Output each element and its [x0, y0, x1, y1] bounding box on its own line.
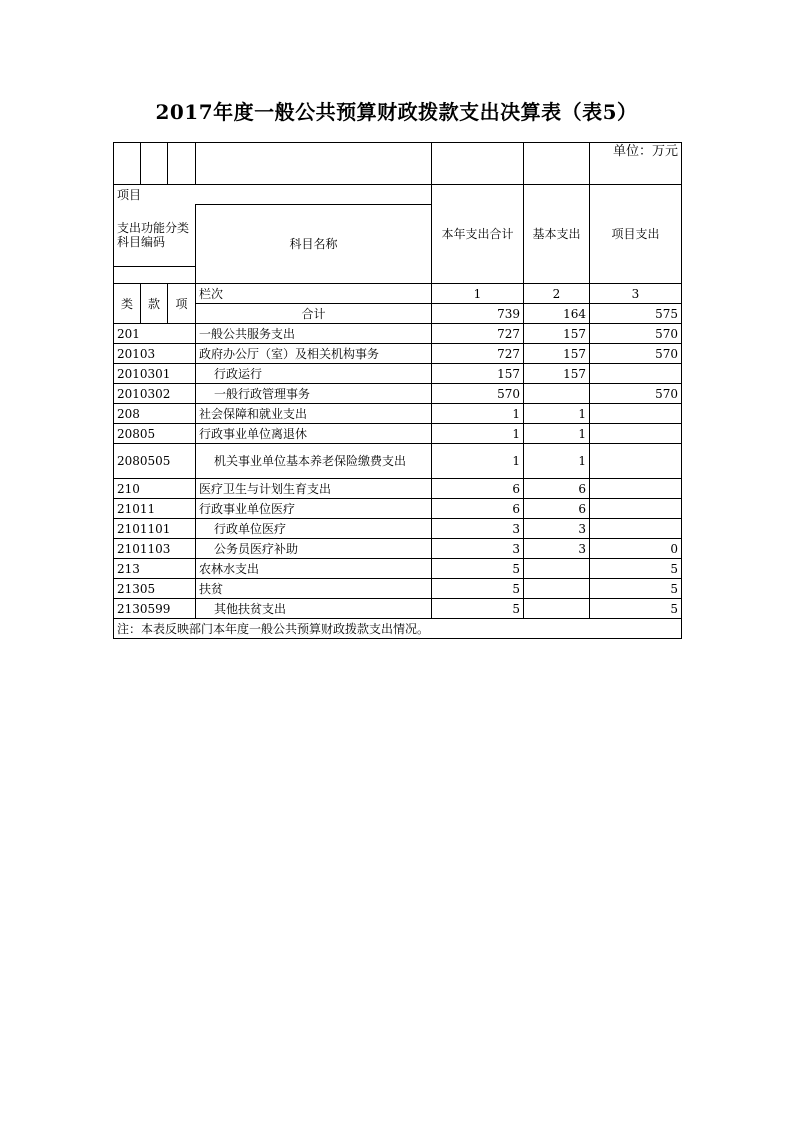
code-cell: 20805	[114, 424, 196, 444]
total-cell: 727	[432, 344, 524, 364]
project-header: 项目	[114, 185, 432, 205]
table-row	[114, 384, 682, 404]
project-cell: 570	[590, 344, 682, 364]
basic-cell: 3	[524, 519, 590, 539]
name-cell: 扶贫	[196, 579, 432, 599]
blank-cell	[432, 143, 524, 185]
basic-cell: 157	[524, 324, 590, 344]
total-cell: 157	[432, 364, 524, 384]
name-cell: 机关事业单位基本养老保险缴费支出	[196, 444, 432, 479]
blank-cell	[114, 143, 141, 185]
basic-cell	[524, 559, 590, 579]
page-title: 2017年度一般公共预算财政拨款支出决算表（表5）	[155, 100, 638, 124]
code-cell: 210	[114, 479, 196, 499]
table-row	[114, 444, 682, 479]
basic-cell: 157	[524, 344, 590, 364]
name-cell: 政府办公厅（室）及相关机构事务	[196, 344, 432, 364]
total-cell: 5	[432, 599, 524, 619]
budget-table	[113, 142, 682, 639]
total-cell: 1	[432, 424, 524, 444]
name-cell: 农林水支出	[196, 559, 432, 579]
code-cell: 208	[114, 404, 196, 424]
basic-cell: 1	[524, 404, 590, 424]
table-row	[114, 479, 682, 499]
name-cell: 行政运行	[196, 364, 432, 384]
total-cell: 727	[432, 324, 524, 344]
basic-cell: 6	[524, 499, 590, 519]
total-cell: 570	[432, 384, 524, 404]
unit-label: 单位：万元	[590, 143, 682, 185]
code-cell: 2010302	[114, 384, 196, 404]
name-cell: 一般行政管理事务	[196, 384, 432, 404]
project-cell	[590, 404, 682, 424]
blank-cell	[524, 143, 590, 185]
subject-name-header: 科目名称	[196, 205, 432, 284]
kuan-header: 款	[141, 284, 168, 324]
project-cell: 570	[590, 324, 682, 344]
code-cell: 21305	[114, 579, 196, 599]
project-cell	[590, 519, 682, 539]
blank-cell	[114, 267, 196, 284]
code-cell: 2130599	[114, 599, 196, 619]
basic-cell	[524, 384, 590, 404]
table-row	[114, 404, 682, 424]
table-row	[114, 364, 682, 384]
note-row	[114, 619, 682, 639]
total-row	[114, 304, 682, 324]
table-row	[114, 344, 682, 364]
table-row	[114, 499, 682, 519]
code-cell: 2101103	[114, 539, 196, 559]
project-cell	[590, 444, 682, 479]
table-row	[114, 424, 682, 444]
name-cell: 公务员医疗补助	[196, 539, 432, 559]
blank-cell	[141, 143, 168, 185]
total-cell: 3	[432, 539, 524, 559]
table-note: 注：本表反映部门本年度一般公共预算财政拨款支出情况。	[114, 619, 682, 639]
table-row	[114, 579, 682, 599]
total-cell: 1	[432, 444, 524, 479]
blank-cell	[196, 143, 432, 185]
col-number: 1	[432, 284, 524, 304]
col-number: 3	[590, 284, 682, 304]
table-row	[114, 599, 682, 619]
lanci-label: 栏次	[196, 284, 432, 304]
table-row	[114, 519, 682, 539]
header-lanci-row	[114, 284, 682, 304]
basic-cell: 6	[524, 479, 590, 499]
name-cell: 行政单位医疗	[196, 519, 432, 539]
col-total-header: 本年支出合计	[432, 185, 524, 284]
project-cell: 5	[590, 599, 682, 619]
header-project-row	[114, 185, 682, 205]
total-cell: 1	[432, 404, 524, 424]
total-cell: 6	[432, 479, 524, 499]
code-cell: 2080505	[114, 444, 196, 479]
total-value: 739	[432, 304, 524, 324]
col-basic-header: 基本支出	[524, 185, 590, 284]
col-number: 2	[524, 284, 590, 304]
code-cell: 21011	[114, 499, 196, 519]
name-cell: 一般公共服务支出	[196, 324, 432, 344]
project-cell	[590, 499, 682, 519]
total-label: 合计	[196, 304, 432, 324]
basic-value: 164	[524, 304, 590, 324]
xiang-header: 项	[168, 284, 196, 324]
header-unit-row	[114, 143, 682, 185]
project-cell: 570	[590, 384, 682, 404]
code-cell: 20103	[114, 344, 196, 364]
table-row	[114, 559, 682, 579]
total-cell: 6	[432, 499, 524, 519]
name-cell: 其他扶贫支出	[196, 599, 432, 619]
project-cell	[590, 479, 682, 499]
table-row	[114, 324, 682, 344]
basic-cell: 1	[524, 424, 590, 444]
basic-cell: 3	[524, 539, 590, 559]
code-cell: 213	[114, 559, 196, 579]
code-cell: 2010301	[114, 364, 196, 384]
project-cell: 5	[590, 559, 682, 579]
col-project-header: 项目支出	[590, 185, 682, 284]
name-cell: 行政事业单位离退休	[196, 424, 432, 444]
code-cell: 201	[114, 324, 196, 344]
lei-header: 类	[114, 284, 141, 324]
name-cell: 医疗卫生与计划生育支出	[196, 479, 432, 499]
total-cell: 5	[432, 559, 524, 579]
total-cell: 3	[432, 519, 524, 539]
name-cell: 社会保障和就业支出	[196, 404, 432, 424]
project-value: 575	[590, 304, 682, 324]
project-cell: 5	[590, 579, 682, 599]
basic-cell: 1	[524, 444, 590, 479]
project-cell	[590, 424, 682, 444]
project-cell	[590, 364, 682, 384]
total-cell: 5	[432, 579, 524, 599]
blank-cell	[168, 143, 196, 185]
basic-cell	[524, 579, 590, 599]
func-code-header: 支出功能分类科目编码	[114, 205, 196, 267]
name-cell: 行政事业单位医疗	[196, 499, 432, 519]
table-row	[114, 539, 682, 559]
code-cell: 2101101	[114, 519, 196, 539]
project-cell: 0	[590, 539, 682, 559]
basic-cell	[524, 599, 590, 619]
basic-cell: 157	[524, 364, 590, 384]
